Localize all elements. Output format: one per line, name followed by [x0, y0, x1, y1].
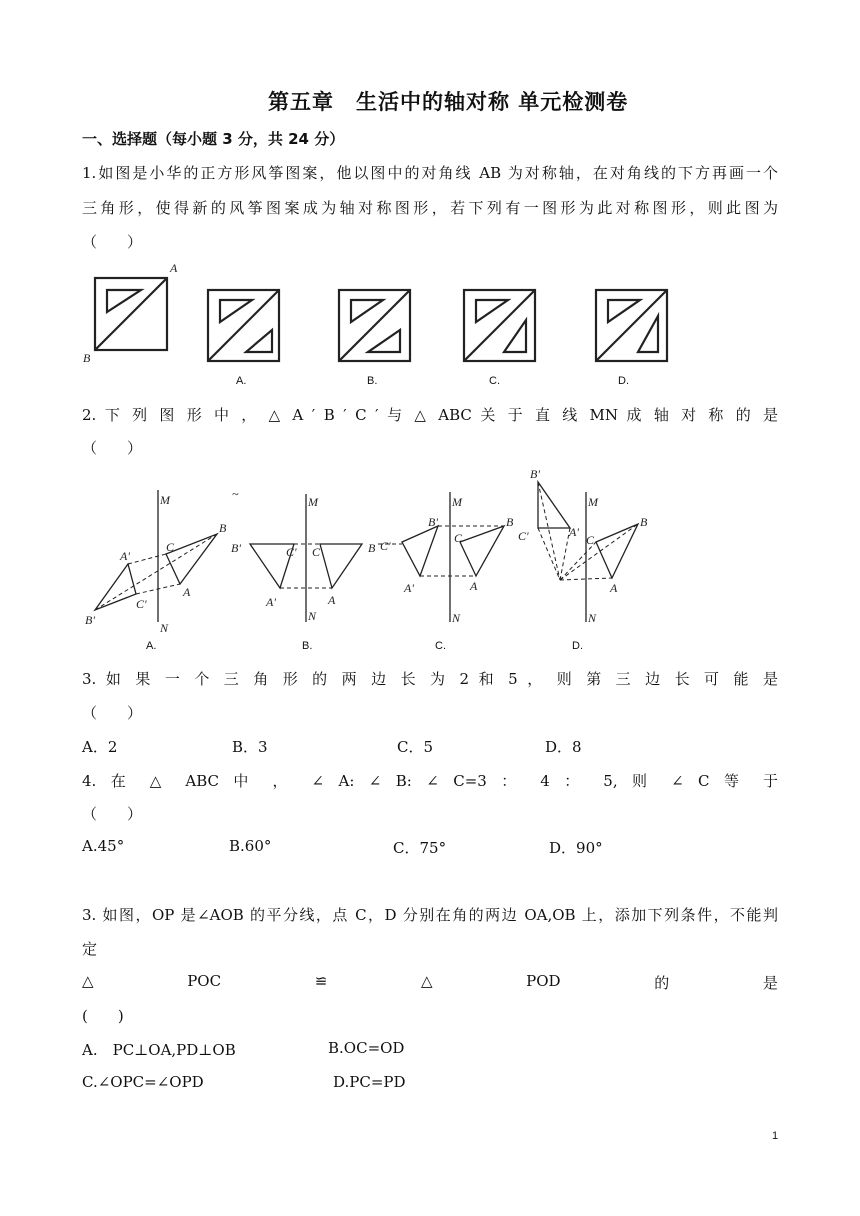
q2b-n: N [308, 609, 317, 623]
q1-fig-point-b: B [83, 351, 91, 365]
q2a-a: A [183, 585, 191, 599]
q2-option-d: D. [572, 640, 583, 652]
q2c-a: A [470, 579, 478, 593]
q2d-b1: B' [530, 467, 540, 481]
q2a-n: N [160, 621, 169, 635]
q2b-c: C [312, 545, 321, 559]
q2a-b1: B' [85, 613, 95, 627]
q1-option-d: D. [618, 375, 629, 387]
q2a-m: M [160, 493, 170, 507]
q3-line1: 3. 如 果 一 个 三 角 形 的 两 边 长 为 2 和 5 ， 则 第 三 边 长 可 能 是 [82, 670, 778, 688]
q5-option-d: D.PC=PD [333, 1073, 406, 1091]
q4-option-c: C．75° [393, 839, 447, 857]
q5-line3 [82, 972, 778, 993]
q1-option-c: C. [489, 375, 500, 387]
q2d-n: N [588, 611, 597, 625]
q2a-a1: A' [120, 549, 130, 563]
q5-option-a: A. PC⊥OA,PD⊥OB [82, 1041, 236, 1059]
q2c-m: M [452, 495, 462, 509]
q5-word: △ [420, 972, 433, 990]
q2c-b: B [506, 515, 514, 529]
q2b-c1: C' [286, 545, 297, 559]
q1-fig-point-a: A [170, 261, 178, 275]
q1-line2: 三角形，使得新的风筝图案成为轴对称图形，若下列有一图形为此对称图形，则此图为 [82, 199, 778, 217]
q3-option-d: D．8 [545, 738, 582, 756]
q2b-m: M [308, 495, 318, 509]
page-number: 1 [772, 1130, 779, 1142]
q1-line1: 1.如图是小华的正方形风筝图案，他以图中的对角线 AB 为对称轴，在对角线的下方再画一个 [82, 164, 778, 182]
q2c-a1: A' [404, 581, 414, 595]
q4-blank: （ ） [82, 805, 143, 823]
q2a-c1: C' [136, 597, 147, 611]
q5-word: △ [82, 972, 94, 990]
q5-word: ≌ [314, 972, 328, 990]
q2d-a1: A' [569, 525, 579, 539]
q2a-c: C [166, 540, 175, 554]
q4-option-a: A.45° [82, 837, 125, 855]
q2d-a: A [610, 581, 618, 595]
q5-word: 的 [654, 974, 670, 992]
q3-option-a: A．2 [82, 738, 118, 756]
section-heading: 一、选择题（每小题 3 分，共 24 分） [82, 130, 345, 148]
q3-option-c: C．5 [397, 738, 434, 756]
q2b-b: B [368, 541, 376, 555]
q5-option-b: B.OC=OD [328, 1039, 405, 1057]
q1-figure [78, 258, 698, 393]
q2-blank: （ ） [82, 439, 143, 457]
q5-word: 是 [762, 974, 778, 992]
q2-tilde: ~ [232, 487, 239, 501]
q2c-b1: B' [428, 515, 438, 529]
q4-line1: 4. 在 △ ABC 中 ， ∠ A: ∠ B: ∠ C=3 ： 4 ： 5, 则 ∠ C 等 于 [82, 772, 778, 790]
q2c-n: N [452, 611, 461, 625]
q2-option-c: C. [435, 640, 446, 652]
q2b-b1: B' [231, 541, 241, 555]
q5-word: POC [187, 972, 222, 990]
q2d-b: B [640, 515, 648, 529]
q2b-a: A [328, 593, 336, 607]
q2d-c: C [586, 533, 595, 547]
q5-line1: 3. 如图，OP 是∠AOB 的平分线，点 C，D 分别在角的两边 OA,OB 上，添加下列条件，不能判 [82, 906, 778, 924]
q5-option-c: C.∠OPC=∠OPD [82, 1073, 204, 1091]
q2d-m: M [588, 495, 598, 509]
q3-option-b: B．3 [232, 738, 268, 756]
q2c-c: C [454, 531, 463, 545]
q2d-c1: C' [518, 529, 529, 543]
q5-word: POD [526, 972, 561, 990]
q1-blank: （ ） [82, 233, 143, 251]
q1-option-b: B. [367, 375, 378, 387]
q2-option-a: A. [146, 640, 157, 652]
q2-option-b: B. [302, 640, 313, 652]
q4-option-b: B.60° [229, 837, 272, 855]
q4-option-d: D．90° [549, 839, 603, 857]
q5-line2: 定 [82, 940, 98, 958]
q2c-c1: C' [380, 539, 391, 553]
page-title: 第五章 生活中的轴对称 单元检测卷 [268, 90, 629, 114]
q1-option-a: A. [236, 375, 247, 387]
q2-figure [80, 462, 680, 637]
q2a-b: B [219, 521, 227, 535]
q2b-a1: A' [266, 595, 276, 609]
q5-blank: ( ) [82, 1007, 124, 1025]
q3-blank: （ ） [82, 704, 143, 722]
q2-line1: 2. 下 列 图 形 中 ， △ A ′ B ′ C ′ 与 △ ABC 关 于 直 线 MN 成 轴 对 称 的 是 [82, 406, 778, 424]
